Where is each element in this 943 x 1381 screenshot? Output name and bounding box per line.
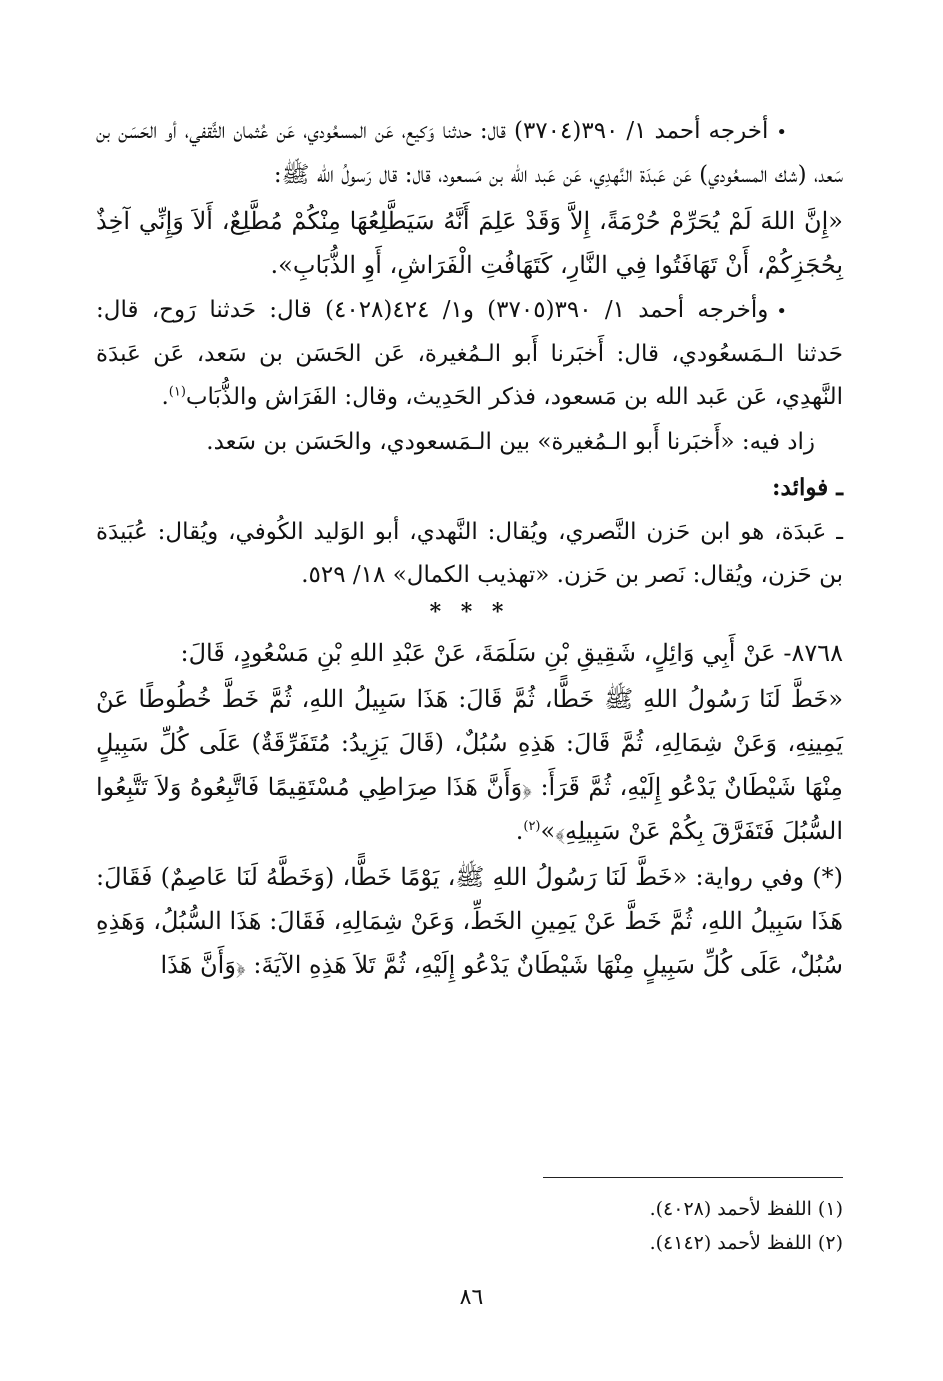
paragraph-text: أخرجه أحمد ١/ ٣٩٠(٣٧٠٤) قال: حدثنا وَكيع، عَن المسعُودي، عَن عُثمان الثَّقفي، أو الحَسَن بن سَعد، (شك المسعُودي) عَن عَبدَة النَّهدِي، عَن عَبد الله بن مَسعود، قال: قال رَسولُ الله ﷺ:	[96, 118, 843, 188]
paragraph-takhrij-2	[96, 289, 843, 419]
footnote-divider	[543, 1177, 843, 1178]
footnote-ref-1[interactable]: (١)	[168, 384, 186, 400]
paragraph-takhrij-1	[96, 110, 843, 197]
paragraph-end: .	[515, 817, 524, 845]
bullet: •	[776, 301, 788, 322]
page-number: ٨٦	[459, 1285, 484, 1310]
hadith-text-2	[96, 677, 843, 853]
paragraph-text: «خَطَّ لَنَا رَسُولُ اللهِ ﷺ خَطًّا، ثُمَّ قَالَ: هَذَا سَبِيلُ اللهِ، ثُمَّ خَطَّ خُطُوطًا عَنْ يَمِينِهِ، وَعَنْ شِمَالِهِ، ثُمَّ قَالَ: هَذِهِ سُبُلٌ، (قَالَ يَزِيدُ: مُتَفَرِّقَةٌ) عَلَى كُلِّ سَبِيلٍ مِنْهَا شَيْطَانٌ يَدْعُو إِلَيْهِ، ثُمَّ قَرَأَ: ﴿وَأَنَّ هَذَا صِرَاطِي مُسْتَقِيمًا فَاتَّبِعُوهُ وَلاَ تَتَّبِعُوا السُّبُلَ فَتَفَرَّقَ بِكُمْ عَنْ سَبِيلِهِ﴾»	[96, 685, 843, 845]
paragraph-text: وأخرجه أحمد ١/ ٣٩٠(٣٧٠٥) و١/ ٤٢٤(٤٠٢٨) قال: حَدثنا رَوح، قال: حَدثنا الـمَسعُودي، قال: أَخبَرنا أَبو الـمُغيرة، عَن الحَسَن بن سَعد، عَن عَبدَة النَّهدِي، عَن عَبد الله بن مَسعود، فذكر الحَدِيث، وقال: الفَرَاش والذُّبَاب	[96, 297, 843, 410]
paragraph-benefit: ـ عَبدَة، هو ابن حَزن النَّصري، ويُقال: النَّهدي، أبو الوَليد الكُوفي، ويُقال: عُبَيدَة بن حَزن، ويُقال: نَصر بن حَزن. «تهذيب الكمال» ١٨/ ٥٢٩.	[96, 519, 843, 588]
footnote-ref-2[interactable]: (٢)	[523, 819, 541, 834]
page-body	[96, 110, 843, 989]
hadith-number-8768: ٨٧٦٨- عَنْ أَبِي وَائِلٍ، شَقِيقِ بْنِ سَلَمَةَ، عَنْ عَبْدِ اللهِ بْنِ مَسْعُودٍ، قَالَ:	[180, 639, 843, 667]
bullet: •	[776, 122, 788, 143]
footnotes	[96, 1192, 843, 1260]
section-heading-benefits: ـ فوائد:	[772, 474, 843, 501]
footnote-1: (١) اللفظ لأحمد (٤٠٢٨).	[649, 1198, 843, 1220]
hadith-riwaya: (*) وفي رواية: «خَطَّ لَنَا رَسُولُ اللهِ ﷺ، يَوْمًا خَطًّا، (وَخَطَّهُ لَنَا عَاصِمٌ) فَقَالَ: هَذَا سَبِيلُ اللهِ، ثُمَّ خَطَّ عَنْ يَمِينِ الخَطِّ، وَعَنْ شِمَالِهِ، فَقَالَ: هَذَا السُّبُلُ، وَهَذِهِ سُبُلٌ، عَلَى كُلِّ سَبِيلٍ مِنْهَا شَيْطَانٌ يَدْعُو إِلَيْهِ، ثُمَّ تَلاَ هَذِهِ الآيَةَ: ﴿وَأَنَّ هَذَا	[96, 863, 843, 979]
footnote-2: (٢) اللفظ لأحمد (٤١٤٢).	[649, 1232, 843, 1254]
paragraph-addition: زاد فيه: «أَخبَرنا أَبو الـمُغيرة» بين الـمَسعودي، والحَسَن بن سَعد.	[206, 429, 815, 455]
section-separator: * * *	[429, 599, 510, 625]
paragraph-end: .	[161, 384, 169, 410]
hadith-text-1: «إِنَّ اللهَ لَمْ يُحَرِّمْ حُرْمَةً، إِلاَّ وَقَدْ عَلِمَ أَنَّهُ سَيَطَّلِعُهَا مِنْكُمْ مُطَّلِعٌ، أَلاَ وَإِنِّي آخِذٌ بِحُجَزِكُمْ، أَنْ تَهَافَتُوا فِي النَّارِ، كَتَهَافُتِ الْفَرَاشِ، أَوِ الذُّبَابِ».	[96, 207, 843, 279]
